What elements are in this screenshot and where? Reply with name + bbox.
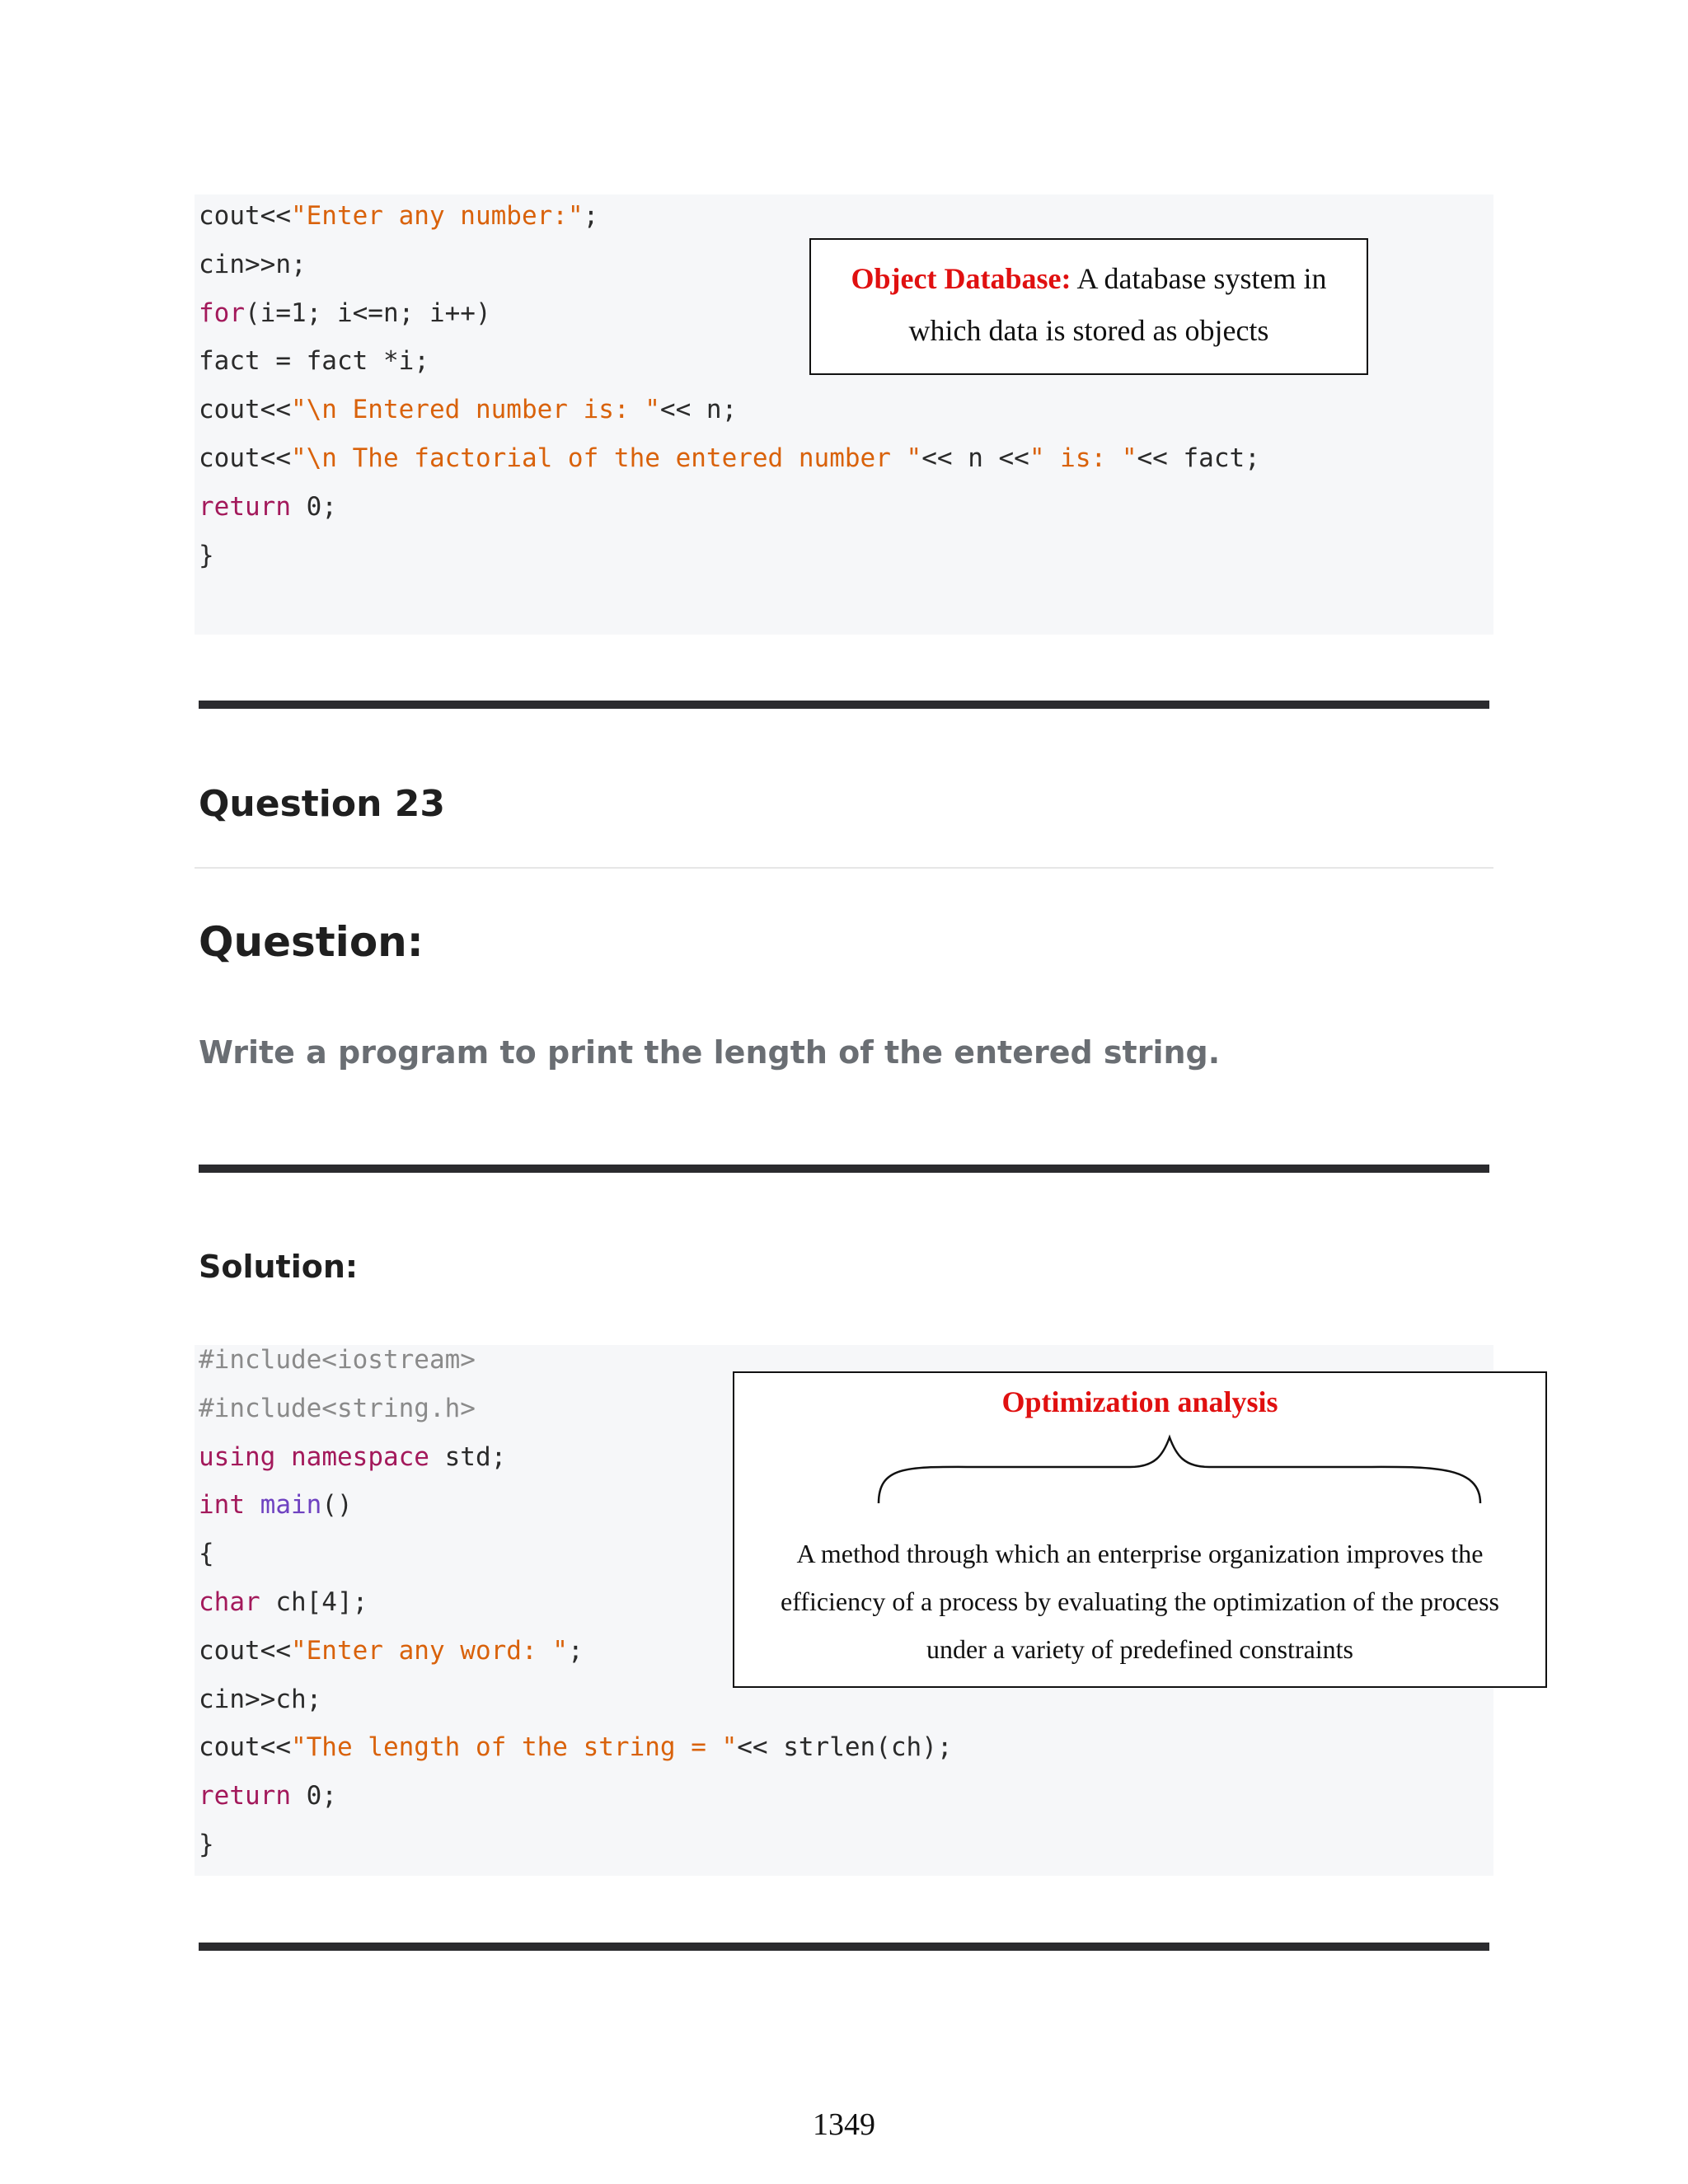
curly-brace-icon bbox=[734, 1431, 1549, 1513]
code-solution-line: } bbox=[199, 1830, 214, 1859]
code-solution-line: cout<<"Enter any word: "; bbox=[199, 1635, 584, 1666]
code-solution-line: { bbox=[199, 1539, 214, 1569]
code-solution-line: int main() bbox=[199, 1490, 353, 1521]
code-solution-line: #include<iostream> bbox=[199, 1345, 476, 1375]
section-divider-3 bbox=[199, 1943, 1489, 1951]
callout-definition-2: which data is stored as objects bbox=[908, 314, 1269, 347]
callout-object-database bbox=[809, 238, 1368, 375]
question-number-heading: Question 23 bbox=[199, 783, 445, 825]
question-text: Write a program to print the length of the entered string. bbox=[199, 1034, 1221, 1071]
heading-underline bbox=[195, 867, 1493, 869]
code-solution-line: char ch[4]; bbox=[199, 1587, 368, 1617]
code-solution-line: return 0; bbox=[199, 1781, 337, 1811]
code-top-line: cout<<"Enter any number:"; bbox=[199, 201, 599, 231]
callout-optimization-line-3: under a variety of predefined constraints bbox=[926, 1634, 1353, 1664]
code-top-line: } bbox=[199, 540, 214, 570]
callout-definition-1: A database system in bbox=[1071, 262, 1327, 295]
solution-label: Solution: bbox=[199, 1249, 359, 1285]
code-top-line: cin>>n; bbox=[199, 249, 307, 279]
code-solution-line: using namespace std; bbox=[199, 1441, 507, 1472]
page-number: 1349 bbox=[813, 2107, 875, 2142]
section-divider-1 bbox=[199, 701, 1489, 709]
callout-term: Object Database: bbox=[851, 262, 1071, 295]
code-solution-line: #include<string.h> bbox=[199, 1393, 476, 1423]
callout-optimization-analysis bbox=[733, 1371, 1547, 1688]
code-top-line: for(i=1; i<=n; i++) bbox=[199, 298, 491, 328]
code-solution-line: cout<<"The length of the string = "<< strlen(ch); bbox=[199, 1732, 953, 1763]
code-top-line: cout<<"\n Entered number is: "<< n; bbox=[199, 395, 738, 425]
code-top-line: return 0; bbox=[199, 491, 337, 522]
section-divider-2 bbox=[199, 1165, 1489, 1173]
code-top-line: cout<<"\n The factorial of the entered number "<< n <<" is: "<< fact; bbox=[199, 443, 1260, 473]
question-label: Question: bbox=[199, 918, 424, 966]
callout-optimization-line-1: A method through which an enterprise organization improves the bbox=[796, 1539, 1484, 1568]
code-solution-line: cin>>ch; bbox=[199, 1684, 322, 1714]
callout-optimization-line-2: efficiency of a process by evaluating the optimization of the process bbox=[781, 1586, 1499, 1616]
callout-optimization-title: Optimization analysis bbox=[1001, 1385, 1278, 1418]
code-top-line: fact = fact *i; bbox=[199, 346, 429, 377]
